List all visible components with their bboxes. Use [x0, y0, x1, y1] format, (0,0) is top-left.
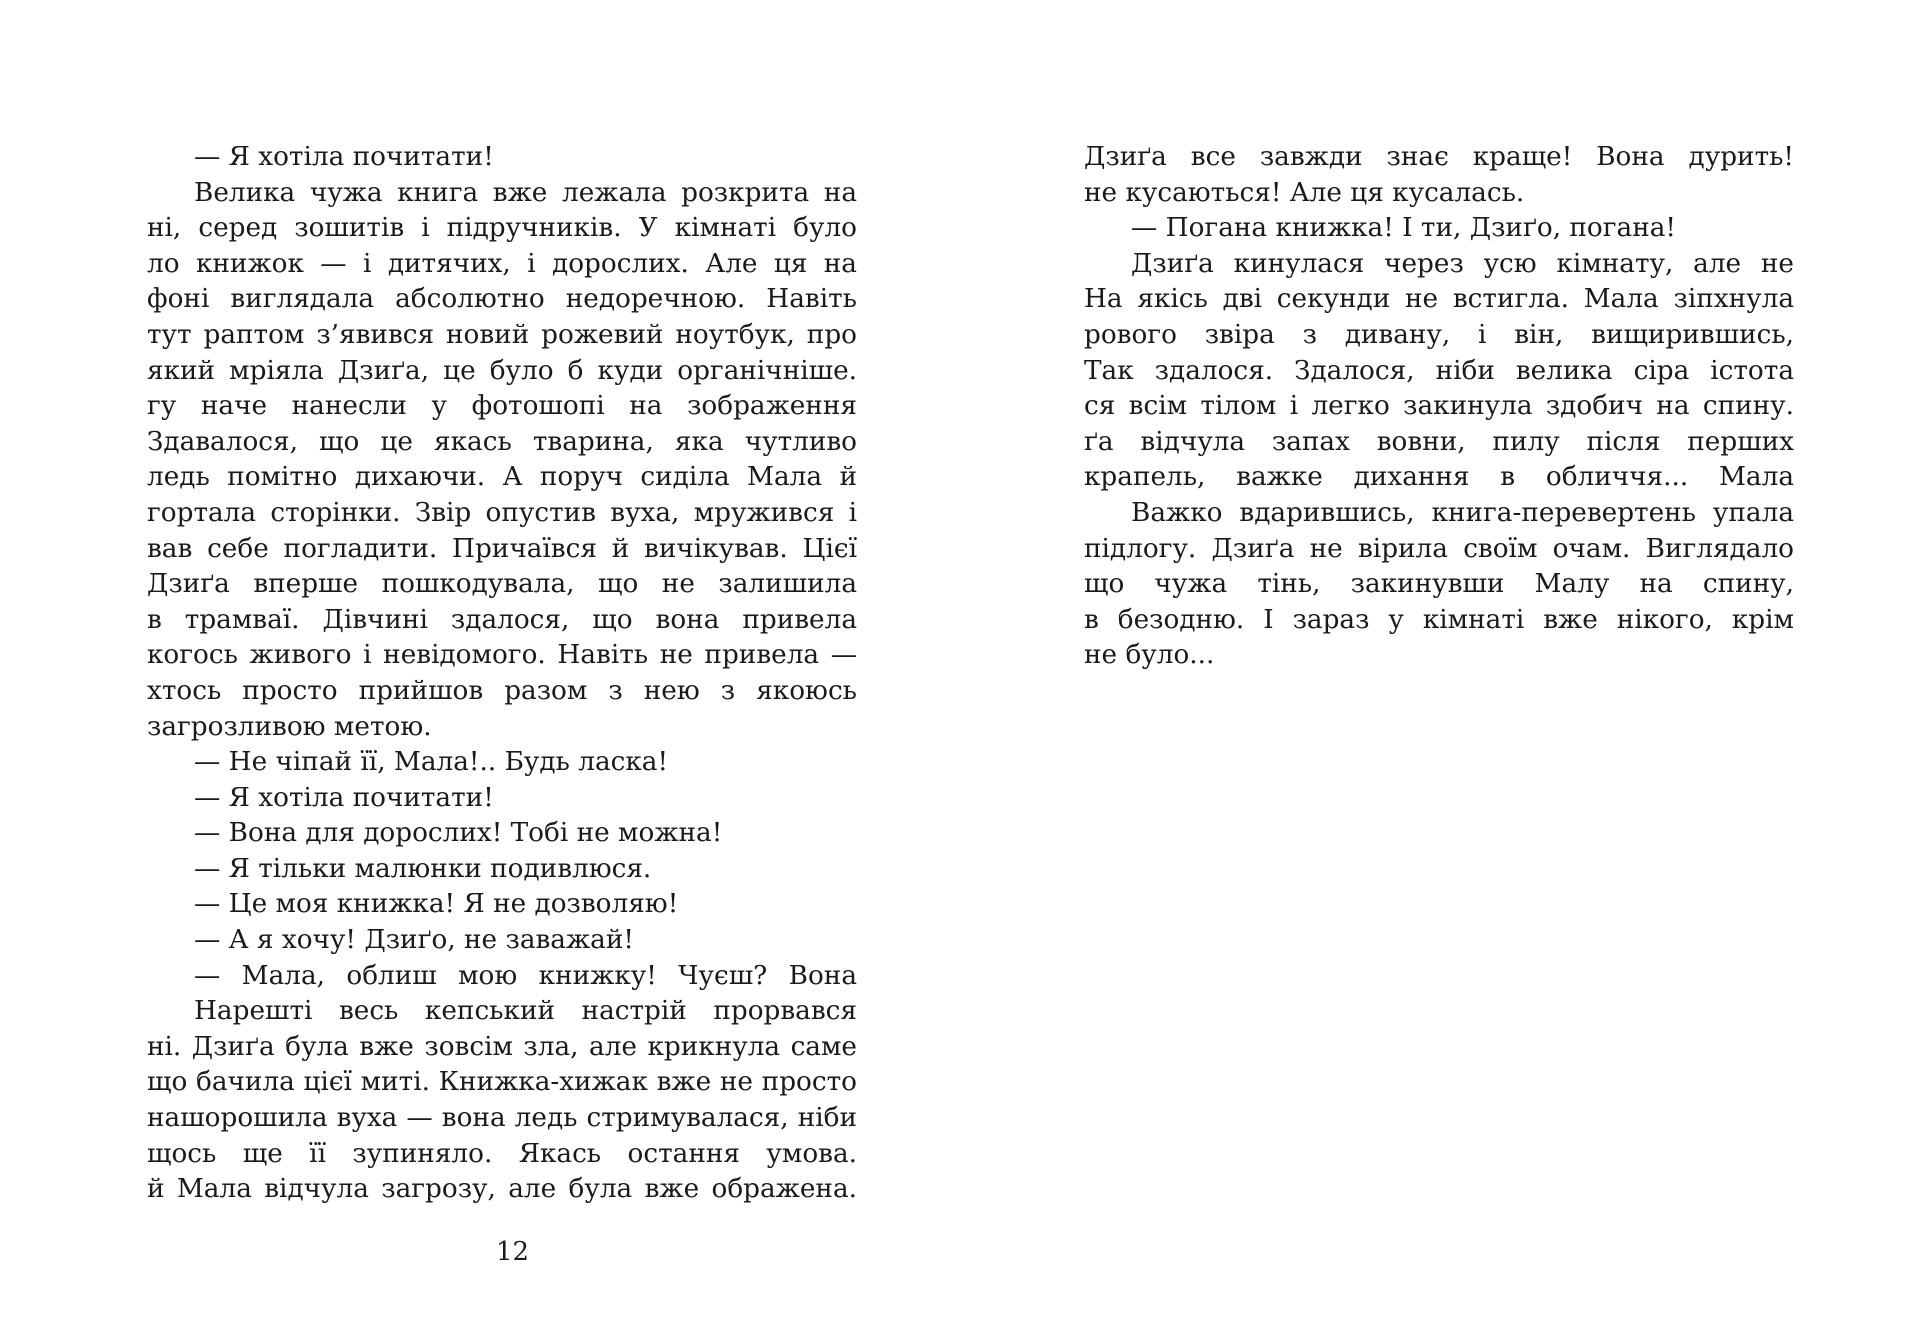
left-page-text-line: фоні виглядала абсолютно недоречною. Навіть — [147, 284, 857, 315]
left-page-text-line: Нарешті весь кепський настрій прорвався — [194, 996, 857, 1027]
left-page-text-line: когось живого і невідомого. Навіть не привела — — [147, 640, 857, 671]
left-page-text-line: загрозливою метою. — [147, 711, 432, 742]
right-page-text-line: не було... — [1084, 640, 1215, 671]
right-page-text-line: ся всім тілом і легко закинула здобич на спину. — [1084, 391, 1794, 422]
left-page-text-line: Здавалося, що це якась тварина, яка чутливо — [147, 426, 857, 457]
left-page-text-line: ні. Дзиґа була вже зовсім зла, але крикнула саме — [147, 1031, 857, 1062]
left-page-text-line: — Вона для дорослих! Тобі не можна! — [194, 818, 723, 849]
right-page-text-line: підлогу. Дзиґа не вірила своїм очам. Виглядало — [1084, 533, 1794, 564]
left-page-text-line: в трамваї. Дівчині здалося, що вона привела — [147, 604, 857, 635]
right-page-text-line: не кусаються! Але ця кусалась. — [1084, 177, 1525, 208]
right-page-text-line: На якісь дві секунди не встигла. Мала зіпхнула — [1084, 284, 1794, 315]
right-page-text-line: в безодню. І зараз у кімнаті вже нікого, крім — [1084, 604, 1794, 635]
left-page-text-line: ледь помітно дихаючи. А поруч сиділа Мала й — [147, 462, 857, 493]
left-page-text-line: — Я хотіла почитати! — [194, 142, 494, 172]
right-page-text-line: крапель, важке дихання в обличчя... Мала — [1084, 462, 1794, 493]
left-page-text-line: й Мала відчула загрозу, але була вже ображена. — [147, 1174, 857, 1205]
right-page-text-line: Так здалося. Здалося, ніби велика сіра істота — [1084, 355, 1794, 386]
right-page-text — [1084, 140, 1794, 674]
right-page — [960, 0, 1920, 1324]
left-page-text-line: — Я хотіла почитати! — [194, 782, 494, 813]
left-page-text-line: тут раптом з’явився новий рожевий ноутбук, про — [147, 319, 857, 350]
right-page-text-line: ґа відчула запах вовни, пилу після перших — [1084, 426, 1794, 457]
left-page-text-line: — Мала, облиш мою книжку! Чуєш? Вона — [194, 960, 857, 991]
left-page-text-line: — Це моя книжка! Я не дозволяю! — [194, 889, 679, 920]
left-page-text-line: ні, серед зошитів і підручників. У кімнаті було — [147, 213, 857, 244]
right-page-text-line: Важко вдарившись, книга-перевертень упала — [1131, 497, 1794, 528]
left-page-text-line: гу наче нанесли у фотошопі на зображення — [147, 391, 857, 422]
left-page-text-line: щось ще її зупиняло. Якась остання умова. — [147, 1138, 857, 1169]
left-page-text-line: ло книжок — і дитячих, і дорослих. Але ця на — [147, 248, 857, 279]
right-page-text-line: Дзиґа кинулася через усю кімнату, але не — [1131, 248, 1794, 279]
left-page-text — [147, 140, 857, 1208]
left-page-text-line: що бачила цієї миті. Книжка-хижак вже не просто — [147, 1067, 857, 1098]
left-page-text-line: нашорошила вуха — вона ледь стримувалася, ніби — [147, 1103, 857, 1134]
left-page-text-line: — Я тільки малюнки подивлюся. — [194, 853, 652, 884]
left-page-text-line: — Не чіпай її, Мала!.. Будь ласка! — [194, 747, 669, 778]
right-page-text-line: — Погана книжка! І ти, Дзиґо, погана! — [1131, 213, 1676, 244]
left-page-text-line: гортала сторінки. Звір опустив вуха, мружився і — [147, 497, 857, 528]
left-page-text-line: який мріяла Дзиґа, це було б куди органічніше. — [147, 355, 857, 386]
right-page-text-line: що чужа тінь, закинувши Малу на спину, — [1084, 569, 1794, 600]
left-page-text-line: вав себе погладити. Причаївся й вичікував. Цієї — [147, 533, 857, 564]
right-page-text-line: Дзиґа все завжди знає краще! Вона дурить! — [1084, 142, 1794, 172]
left-page-text-line: хтось просто прийшов разом з нею з якоюсь — [147, 675, 857, 706]
left-page-text-line: — А я хочу! Дзиґо, не заважай! — [194, 925, 634, 956]
page-number: 12 — [495, 1237, 530, 1267]
right-page-text-line: рового звіра з дивану, і він, вищирившись, — [1084, 319, 1794, 350]
left-page-text-line: Велика чужа книга вже лежала розкрита на — [194, 177, 857, 208]
left-page-text-line: Дзиґа вперше пошкодувала, що не залишила — [147, 569, 857, 600]
